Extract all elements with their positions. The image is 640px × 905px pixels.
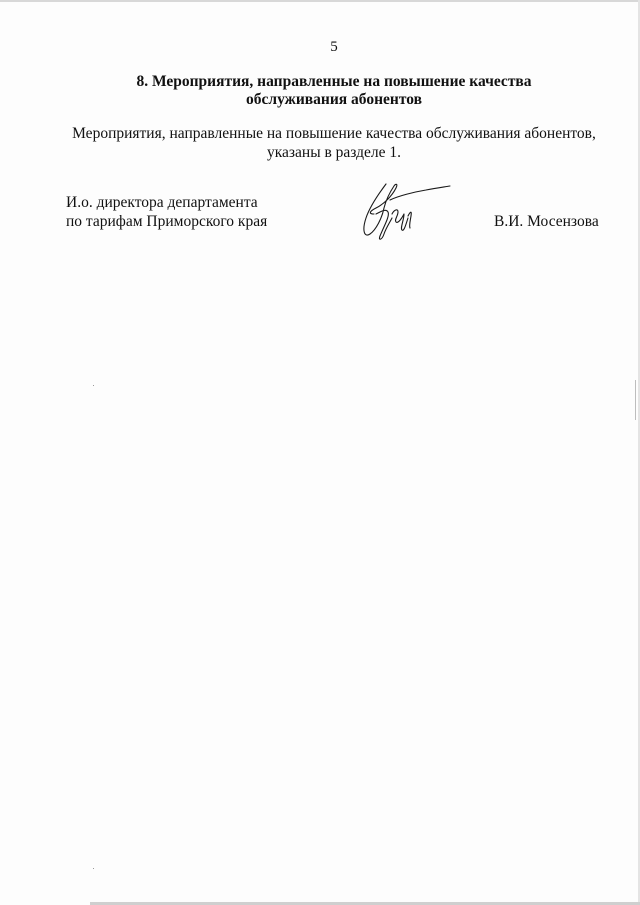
signatory-position	[66, 193, 267, 231]
section-title	[0, 73, 640, 109]
scan-speck	[93, 868, 94, 869]
handwritten-signature	[346, 178, 456, 244]
signatory-name: В.И. Мосензова	[494, 213, 599, 230]
position-line: по тарифам Приморского края	[66, 213, 268, 230]
position-line: И.о. директора департамента	[66, 194, 258, 211]
section-title-line: обслуживания абонентов	[246, 91, 422, 108]
body-line: Мероприятия, направленные на повышение качества обслуживания абонентов,	[72, 125, 596, 142]
scan-edge-top	[0, 0, 640, 2]
section-title-line: 8. Мероприятия, направленные на повышение качества	[136, 73, 532, 90]
scan-margin-mark	[635, 380, 636, 420]
page-number: 5	[330, 39, 338, 55]
body-line: указаны в разделе 1.	[266, 144, 402, 161]
scan-speck	[93, 385, 94, 386]
section-body	[0, 124, 640, 162]
